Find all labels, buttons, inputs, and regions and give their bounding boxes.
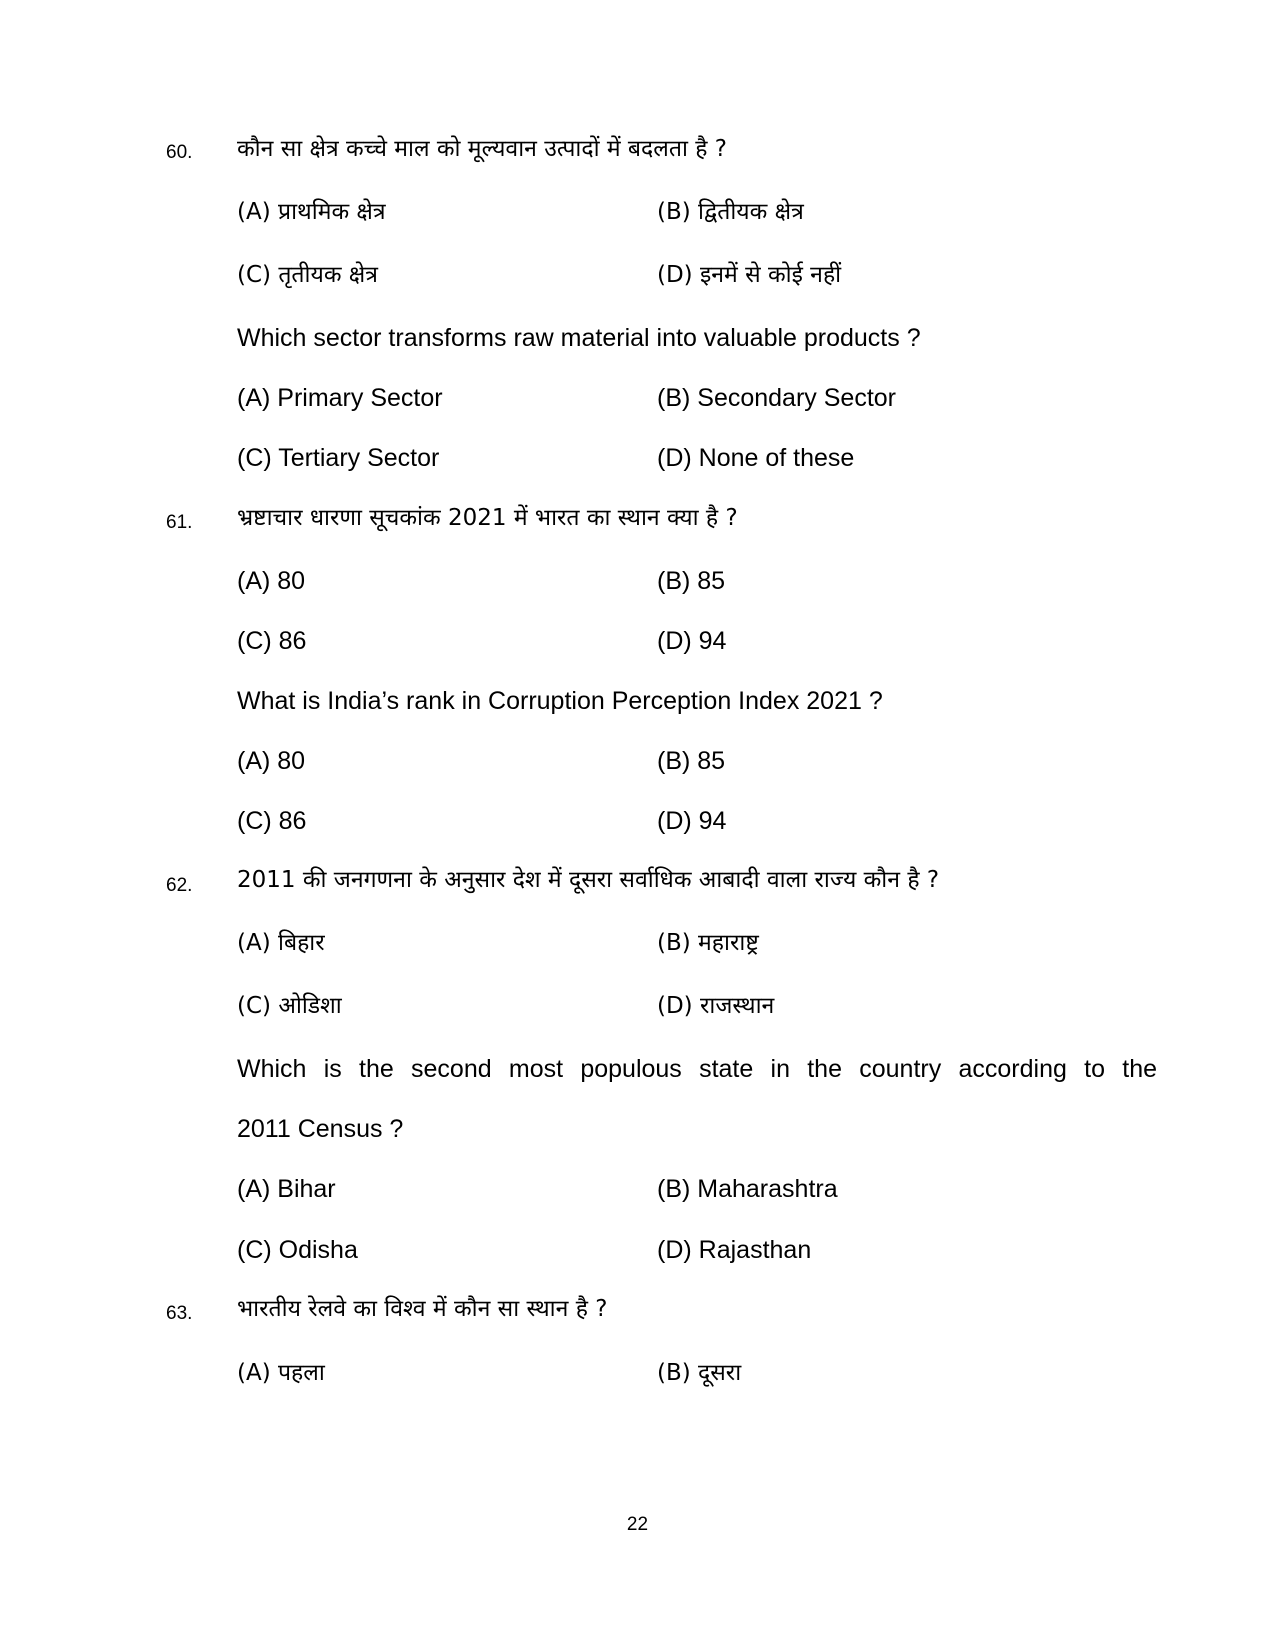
question-62-english-line-1: Which is the second most populous state in the country according to the: [237, 1055, 1157, 1083]
option-60-b-hindi: (B) द्वितीयक क्षेत्र: [657, 199, 804, 225]
question-60-english: Which sector transforms raw material into valuable products ?: [237, 324, 921, 352]
option-62-a-english: (A) Bihar: [237, 1175, 336, 1203]
question-number-63: 63.: [166, 1303, 193, 1324]
page-number: 22: [626, 1514, 649, 1535]
option-61-a-hindi: (A) 80: [237, 567, 306, 595]
option-60-d-english: (D) None of these: [657, 444, 855, 472]
option-62-d-english: (D) Rajasthan: [657, 1236, 812, 1264]
question-62-english-line-2: 2011 Census ?: [237, 1115, 404, 1143]
option-62-c-hindi: (C) ओडिशा: [237, 993, 342, 1019]
option-60-a-hindi: (A) प्राथमिक क्षेत्र: [237, 199, 386, 225]
option-62-d-hindi: (D) राजस्थान: [657, 993, 775, 1019]
option-60-c-hindi: (C) तृतीयक क्षेत्र: [237, 262, 378, 288]
question-number-62: 62.: [166, 875, 193, 896]
option-62-b-hindi: (B) महाराष्ट्र: [657, 930, 759, 956]
question-62-hindi: 2011 की जनगणना के अनुसार देश में दूसरा सर्वाधिक आबादी वाला राज्य कौन है ?: [237, 867, 940, 893]
option-60-a-english: (A) Primary Sector: [237, 384, 443, 412]
option-61-a-english: (A) 80: [237, 747, 306, 775]
option-62-b-english: (B) Maharashtra: [657, 1175, 838, 1203]
option-61-b-hindi: (B) 85: [657, 567, 726, 595]
option-61-b-english: (B) 85: [657, 747, 726, 775]
option-63-b-hindi: (B) दूसरा: [657, 1360, 742, 1386]
option-62-c-english: (C) Odisha: [237, 1236, 358, 1264]
question-number-61: 61.: [166, 512, 193, 533]
question-61-hindi: भ्रष्टाचार धारणा सूचकांक 2021 में भारत का स्थान क्या है ?: [237, 505, 738, 531]
question-63-hindi: भारतीय रेलवे का विश्व में कौन सा स्थान है ?: [237, 1296, 608, 1322]
question-61-english: What is India’s rank in Corruption Perception Index 2021 ?: [237, 687, 883, 715]
option-61-d-english: (D) 94: [657, 807, 727, 835]
option-63-a-hindi: (A) पहला: [237, 1360, 325, 1386]
question-60-hindi: कौन सा क्षेत्र कच्चे माल को मूल्यवान उत्पादों में बदलता है ?: [237, 136, 727, 162]
option-61-c-hindi: (C) 86: [237, 627, 307, 655]
question-number-60: 60.: [166, 142, 193, 163]
option-60-d-hindi: (D) इनमें से कोई नहीं: [657, 262, 842, 288]
option-61-d-hindi: (D) 94: [657, 627, 727, 655]
option-60-c-english: (C) Tertiary Sector: [237, 444, 440, 472]
option-61-c-english: (C) 86: [237, 807, 307, 835]
option-60-b-english: (B) Secondary Sector: [657, 384, 896, 412]
option-62-a-hindi: (A) बिहार: [237, 930, 325, 956]
